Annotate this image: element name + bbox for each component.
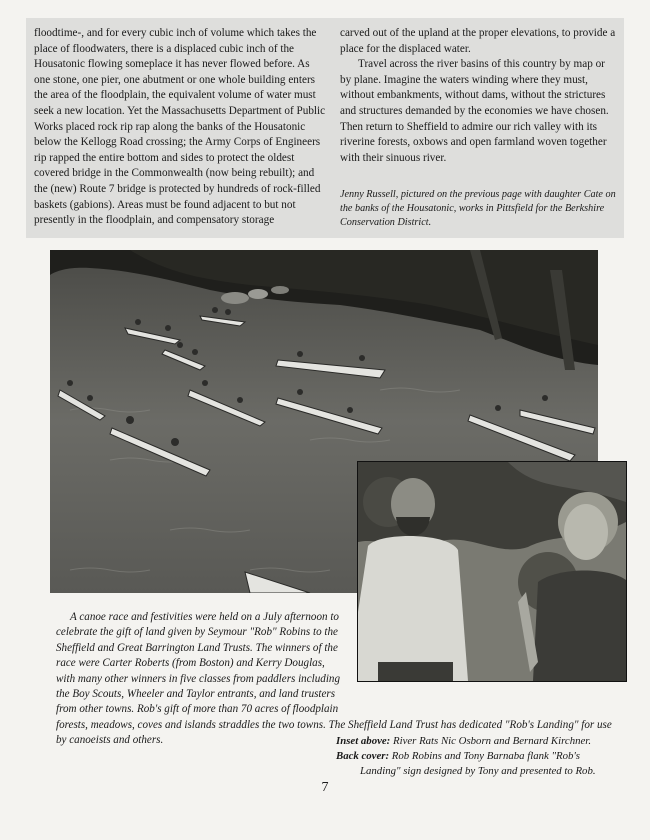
page-number: 7 [321,780,329,795]
article-text-box [26,18,624,238]
author-credit: Jenny Russell, pictured on the previous page with daughter Cate on the banks of the Housatonic, works in Pittsfield for the Berkshire Conservation District. [340,189,616,228]
inset-captions [336,734,626,780]
back-cover-label: Back cover: [336,750,390,763]
article-right-column [340,26,618,229]
back-cover-text: Rob Robins and Tony Barnaba flank "Rob's [391,750,580,763]
inset-text: River Rats Nic Osborn and Bernard Kirchner. [392,735,592,747]
article-paragraph: Travel across the river basins of this country by map or by plane. Imagine the waters winding where they must, without embankments, without dams, without the strictures and structures demanded by the economies we have chosen. Then return to Sheffield to admire our rich valley with its riverine forests, oxbows and open farmland woven together with their sinuous river. [340,58,609,164]
back-cover-caption-line [336,749,626,764]
inset-label: Inset above: [336,735,391,747]
inset-caption-line [336,734,626,749]
article-left-column [34,26,326,229]
article-paragraph: carved out of the upland at the proper elevations, to provide a place for the displaced water. [340,27,616,55]
caption-text-continued: forests, meadows, coves and islands straddles the two towns. The Sheffield Land Trust has dedicated "Rob's Landing" for use by canoeists and others. [56,718,612,747]
article-paragraph: floodtime-, and for every cubic inch of volume which takes the place of floodwaters, there is a displaced cubic inch of the Housatonic flowing someplace it has never flowed before. As one stone, one pier, one abutment or one whole building enters the area of the floodplain, the equivalent volume of water must seek a new location. Yet the Massachusetts Department of Public Works placed rock rip rap along the banks of the Housatonic below the Kellogg Road crossing; the Army Corps of Engineers rip rapped the entire bottom and sides to protect the oldest covered bridge in the Commonwealth (now being rebuilt); and the (new) Route 7 bridge is protected by hundreds of rock-filled baskets (gabions). Areas must be found adjacent to but not presently in the floodplain, and compensatory storage [34,27,326,227]
back-cover-text-continued: Landing" sign designed by Tony and presented to Rob. [360,765,596,778]
caption-text: A canoe race and festivities were held on a July afternoon to celebrate the gift of land given by Seymour "Rob" Robins to the Sheffield and Great Barrington Land Trusts. The winners of the race were Carter Roberts (from Boston) and Kerry Douglas, with many other winners in five classes from paddlers including the Boy Scouts, Wheeler and Taylor entrants, and land trusters from other towns. Rob's gift of more than 70 acres of floodplain [56,611,341,716]
photo-caption [56,610,616,749]
